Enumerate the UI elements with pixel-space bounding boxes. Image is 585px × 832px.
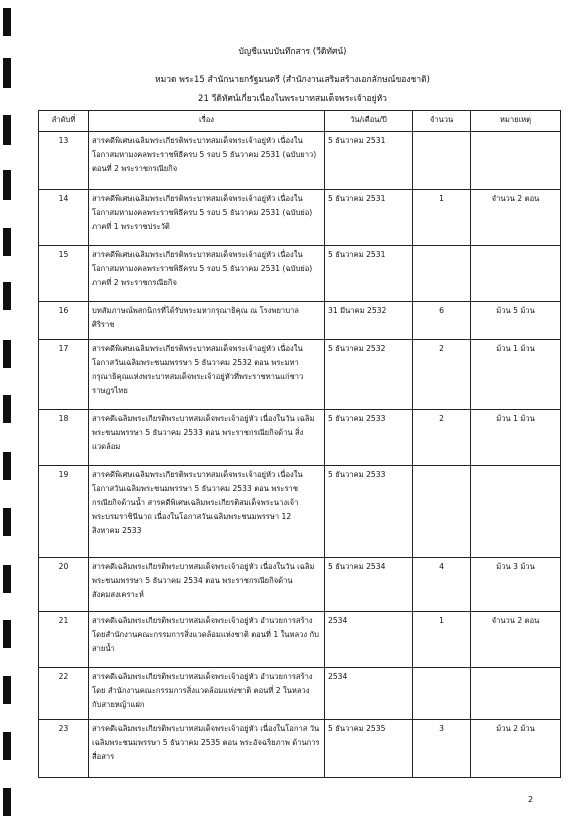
row-subject: สารคดีพิเศษเฉลิมพระเกียรติพระบาทสมเด็จพระเจ้าอยู่หัว เนื่องใน โอกาสวันเฉลิมพระชนมพรรษา 5 ธันวาคม 2532 ตอน พระมหา กรุณาธิคุณแห่งพระบาทสมเด็จพระเจ้าอยู่หัวที่พระราชทานแก่ชาว ราษฎรไทย [89, 340, 325, 410]
row-no: 21 [39, 612, 89, 668]
row-subject: สารคดีเฉลิมพระเกียรติพระบาทสมเด็จพระเจ้าอยู่หัว อำนวยการสร้าง โดยสำนักงานคณะกรรมการสิ่งแวดล้อมแห่งชาติ ตอนที่ 1 ในหลวง กับสายน้ำ [89, 612, 325, 668]
table-row [39, 246, 561, 302]
row-no: 16 [39, 302, 89, 340]
row-subject: สารคดีพิเศษเฉลิมพระเกียรติพระบาทสมเด็จพระเจ้าอยู่หัว เนื่องใน โอกาสมหามงคลพระราชพิธีครบ 5 รอบ 5 ธันวาคม 2531 (ฉบับย่อ) ภาคที่ 1 พระราชประวัติ [89, 190, 325, 246]
row-quantity [413, 246, 471, 302]
header-no: ลำดับที่ [39, 111, 89, 132]
table-row [39, 340, 561, 410]
header-remark: หมายเหตุ [471, 111, 561, 132]
table-header-row [39, 111, 561, 132]
row-no: 17 [39, 340, 89, 410]
row-quantity: 6 [413, 302, 471, 340]
row-subject: บทสัมภาษณ์พสกนิกรที่ได้รับพระมหากรุณาธิคุณ ณ โรงพยาบาลศิริราช [89, 302, 325, 340]
row-no: 20 [39, 558, 89, 612]
row-date: 31 มีนาคม 2532 [325, 302, 413, 340]
table-row [39, 410, 561, 466]
header-subject: เรื่อง [89, 111, 325, 132]
row-no: 13 [39, 132, 89, 190]
row-remark [471, 466, 561, 558]
row-remark: ม้วน 2 ม้วน [471, 720, 561, 778]
row-quantity: 4 [413, 558, 471, 612]
row-date: 5 ธันวาคม 2535 [325, 720, 413, 778]
table-row [39, 132, 561, 190]
row-subject: สารคดีเฉลิมพระเกียรติพระบาทสมเด็จพระเจ้าอยู่หัว เนื่องในวัน เฉลิมพระชนมพรรษา 5 ธันวาคม 2533 ตอน พระราชกรณียกิจด้าน สิ่งแวดล้อม [89, 410, 325, 466]
row-remark: ม้วน 1 ม้วน [471, 410, 561, 466]
row-date: 5 ธันวาคม 2531 [325, 246, 413, 302]
row-remark [471, 132, 561, 190]
row-subject: สารคดีพิเศษเฉลิมพระเกียรติพระบาทสมเด็จพระเจ้าอยู่หัว เนื่องใน โอกาสมหามงคลพระราชพิธีครบ 5 รอบ 5 ธันวาคม 2531 (ฉบับยาว) ตอนที่ 2 พระราชกรณียกิจ [89, 132, 325, 190]
row-no: 22 [39, 668, 89, 720]
table-row [39, 302, 561, 340]
row-date: 2534 [325, 668, 413, 720]
row-remark: ม้วน 1 ม้วน [471, 340, 561, 410]
row-quantity: 3 [413, 720, 471, 778]
group-title: หมวด พระ15 สำนักนายกรัฐมนตรี (สำนักงานเสริมสร้างเอกลักษณ์ของชาติ) [155, 75, 430, 85]
row-subject: สารคดีเฉลิมพระเกียรติพระบาทสมเด็จพระเจ้าอยู่หัว เนื่องในวัน เฉลิมพระชนมพรรษา 5 ธันวาคม 2534 ตอน พระราชกรณียกิจด้าน สังคมสงเคราะห์ [89, 558, 325, 612]
row-remark [471, 246, 561, 302]
row-remark: ม้วน 3 ม้วน [471, 558, 561, 612]
row-no: 18 [39, 410, 89, 466]
page-title: บัญชีแนบบันทึกสาร (วีดิทัศน์) [238, 47, 347, 57]
row-date: 2534 [325, 612, 413, 668]
row-date: 5 ธันวาคม 2532 [325, 340, 413, 410]
page-number: 2 [528, 795, 534, 804]
table-row [39, 558, 561, 612]
row-date: 5 ธันวาคม 2531 [325, 190, 413, 246]
row-remark: จำนวน 2 ตอน [471, 190, 561, 246]
row-subject: สารคดีเฉลิมพระเกียรติพระบาทสมเด็จพระเจ้าอยู่หัว อำนวยการสร้าง โดย สำนักงานคณะกรรมการสิ่งแวดล้อมแห่งชาติ ตอนที่ 2 ในหลวง กับสายหญ้าแฝก [89, 668, 325, 720]
row-quantity: 2 [413, 410, 471, 466]
row-no: 14 [39, 190, 89, 246]
table-row [39, 466, 561, 558]
row-remark [471, 668, 561, 720]
row-quantity [413, 466, 471, 558]
row-quantity: 1 [413, 612, 471, 668]
row-no: 19 [39, 466, 89, 558]
row-date: 5 ธันวาคม 2531 [325, 132, 413, 190]
subgroup-title: 21 วีดิทัศน์เกี่ยวเนื่องในพระบาทสมเด็จพระเจ้าอยู่หัว [198, 94, 387, 104]
row-remark: จำนวน 2 ตอน [471, 612, 561, 668]
header-quantity: จำนวน [413, 111, 471, 132]
table-row [39, 190, 561, 246]
row-quantity: 1 [413, 190, 471, 246]
row-no: 15 [39, 246, 89, 302]
row-remark: ม้วน 5 ม้วน [471, 302, 561, 340]
row-quantity: 2 [413, 340, 471, 410]
row-quantity [413, 132, 471, 190]
row-date: 5 ธันวาคม 2533 [325, 466, 413, 558]
header-date: วัน/เดือน/ปี [325, 111, 413, 132]
row-subject: สารคดีพิเศษเฉลิมพระเกียรติพระบาทสมเด็จพระเจ้าอยู่หัว เนื่องใน โอกาสวันเฉลิมพระชนมพรรษา 5 ธันวาคม 2533 ตอน พระราช กรณียกิจด้านน้ำ สารคดีพิเศษเฉลิมพระเกียรติสมเด็จพระนางเจ้า พระบรมราชินีนาถ เนื่องในโอกาสวันเฉลิมพระชนมพรรษา 12 สิงหาคม 2533 [89, 466, 325, 558]
row-subject: สารคดีพิเศษเฉลิมพระเกียรติพระบาทสมเด็จพระเจ้าอยู่หัว เนื่องใน โอกาสมหามงคลพระราชพิธีครบ 5 รอบ 5 ธันวาคม 2531 (ฉบับย่อ) ภาคที่ 2 พระราชกรณียกิจ [89, 246, 325, 302]
row-quantity [413, 668, 471, 720]
table-row [39, 668, 561, 720]
row-subject: สารคดีเฉลิมพระเกียรติพระบาทสมเด็จพระเจ้าอยู่หัว เนื่องในโอกาส วันเฉลิมพระชนมพรรษา 5 ธันวาคม 2535 ตอน พระอัจฉริยภาพ ด้านการสื่อสาร [89, 720, 325, 778]
binding-hole-marks [0, 0, 14, 832]
row-date: 5 ธันวาคม 2533 [325, 410, 413, 466]
table-row [39, 720, 561, 778]
video-list-table [38, 110, 561, 778]
row-no: 23 [39, 720, 89, 778]
row-date: 5 ธันวาคม 2534 [325, 558, 413, 612]
table-row [39, 612, 561, 668]
